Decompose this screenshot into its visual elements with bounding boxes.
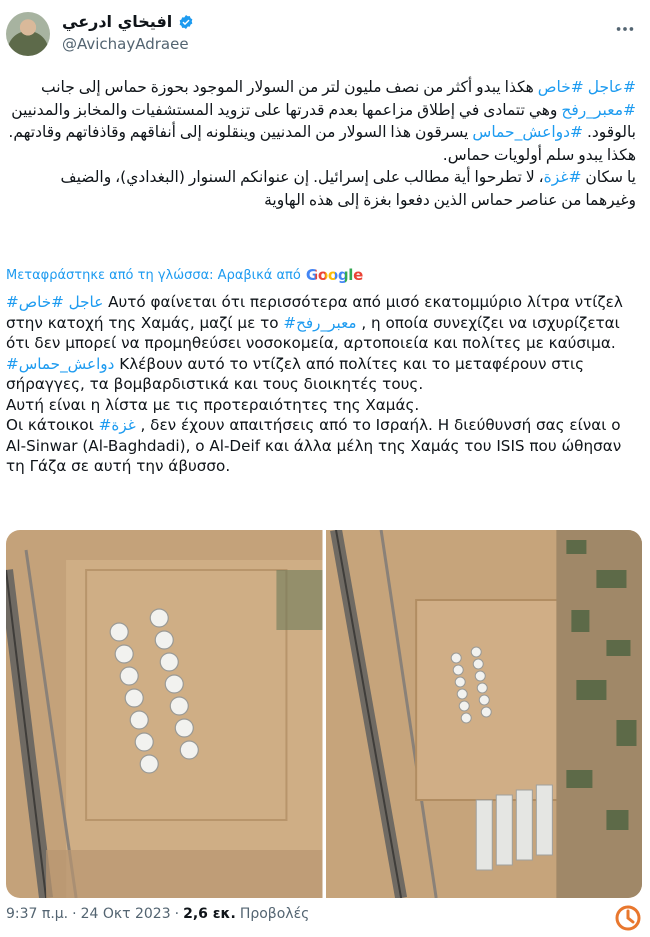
hashtag-link[interactable]: #معبر_رفح — [283, 313, 357, 332]
tweet-text-translated — [6, 292, 640, 477]
text-run: يا سكان — [581, 168, 636, 186]
hashtag-link[interactable]: #غزة — [98, 416, 136, 434]
hashtag-link[interactable]: #معبر_رفح — [561, 100, 636, 119]
text-run: Αυτό φαίνεται ότι περισσότερα από μισό εκατομμύριο λίτρα ντίζελ στην κατοχή της Χαμάς, μαζί με το — [6, 293, 623, 332]
google-wordmark: Google — [305, 266, 363, 284]
satellite-image-right[interactable] — [326, 530, 643, 898]
arabic-paragraph-1 — [6, 76, 636, 144]
tweet-text-arabic — [6, 76, 636, 211]
tweet-media — [6, 530, 642, 898]
greek-paragraph-3 — [6, 415, 640, 477]
separator-dot: · — [72, 906, 77, 922]
more-options-icon[interactable] — [614, 18, 636, 40]
arabic-paragraph-2: هكذا يبدو سلم أولويات حماس. — [442, 145, 636, 164]
hashtag-link[interactable]: #عاجل — [587, 78, 636, 96]
tweet-header — [0, 0, 650, 70]
google-logo — [306, 266, 363, 284]
satellite-image-right-graphic — [326, 530, 643, 898]
display-name-row — [62, 12, 194, 31]
greek-paragraph-1 — [6, 292, 640, 395]
translation-label: Μεταφράστηκε από τη γλώσσα: Αραβικά από — [6, 267, 301, 283]
hashtag-link[interactable]: #خاص — [18, 293, 64, 311]
views-label: Προβολές — [239, 906, 310, 922]
text-run: يسرقون هذا السولار من المدنيين وينقلونه إلى أنفاقهم وقاذفاتهم وقادتهم. — [8, 123, 473, 141]
display-name[interactable]: افيخاي ادرعي — [62, 12, 173, 31]
author-names — [62, 12, 194, 53]
verified-badge-icon — [178, 14, 194, 30]
site-logo-icon — [614, 904, 642, 932]
satellite-image-left[interactable] — [6, 530, 323, 898]
text-run: Οι κάτοικοι — [6, 416, 99, 434]
tweet-date[interactable]: 24 Οκτ 2023 — [80, 906, 171, 922]
text-run: Κλέβουν αυτό το ντίζελ από πολίτες και το μεταφέρουν στις σήραγγες, τα βομβαρδιστικά και τους διοικητές τους. — [6, 354, 585, 393]
tweet-metadata — [6, 906, 309, 922]
greek-paragraph-2: Αυτή είναι η λίστα με τις προτεραιότητες της Χαμάς. — [6, 395, 420, 414]
hashtag-link[interactable]: #عاجل — [6, 293, 104, 311]
views-count: 2,6 εκ. — [183, 906, 236, 922]
hashtag-link[interactable]: #خاص — [537, 78, 584, 96]
avatar[interactable] — [6, 12, 50, 56]
separator-dot: · — [174, 906, 180, 922]
arabic-paragraph-3 — [6, 166, 636, 211]
text-run: وهي تتمادى في إطلاق مزاعمها بعدم قدرتها على تزويد المستشفيات والمخابز والمدنيين بالوقود. — [11, 100, 636, 141]
tweet-time[interactable]: 9:37 π.μ. — [6, 906, 69, 922]
text-run: ، لا تطرحوا أية مطالب على إسرائيل. إن عنوانكم السنوار (البغدادي)، والضيف وغيرهما من عناصر حماس الذين دفعوا بغزة إلى هذه الهاوية — [60, 168, 636, 209]
text-run: , δεν έχουν απαιτήσεις από το Ισραήλ. Η διεύθυνσή σας είναι ο Al-Sinwar (Al-Baghdadi), ο Al-Deif και άλλα μέλη της Χαμάς του ISIS που ώθησαν τη Γάζα σε αυτή την άβυσσο. — [6, 416, 622, 475]
satellite-image-left-graphic — [6, 530, 323, 898]
hashtag-link[interactable]: #غزة — [543, 168, 582, 186]
handle[interactable]: @AvichayAdraee — [62, 35, 189, 53]
hashtag-link[interactable]: #دواعش_حماس — [6, 354, 115, 373]
text-run: , η οποία συνεχίζει να ισχυρίζεται ότι δεν μπορεί να προμηθεύσει νοσοκομεία, αρτοποιεία και πολίτες με καύσιμα. — [6, 313, 620, 352]
translation-attribution[interactable] — [6, 266, 363, 284]
hashtag-link[interactable]: #دواعش_حماس — [472, 123, 584, 141]
text-run: هكذا يبدو أكثر من نصف مليون لتر من السولار الموجود بحوزة حماس إلى جانب — [41, 78, 538, 96]
